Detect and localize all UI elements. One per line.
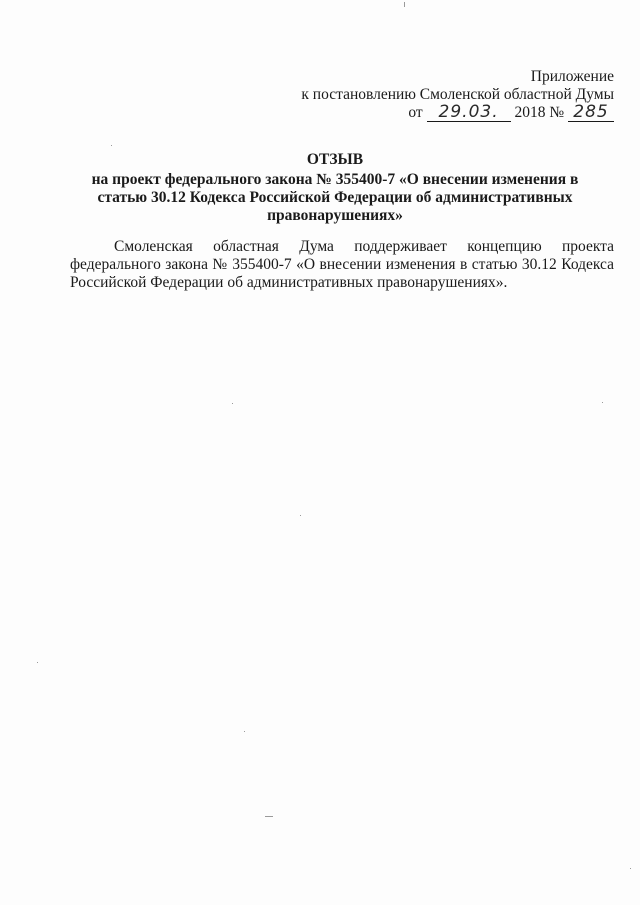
handwritten-date: 29.03.: [438, 102, 499, 122]
review-title-line-3: правонарушениях»: [267, 207, 403, 224]
appendix-date-line: [194, 104, 614, 122]
scan-speck: [244, 731, 245, 732]
review-title-line-2: статью 30.12 Кодекса Российской Федерации об административных: [97, 189, 573, 206]
handwritten-number: 285: [573, 102, 609, 122]
scan-speck: [37, 662, 38, 663]
year-number-label: 2018 №: [514, 104, 565, 121]
appendix-title: Приложение: [530, 68, 614, 85]
appendix-subtitle: к постановлению Смоленской областной Думы: [301, 86, 614, 103]
date-prefix: от: [408, 104, 423, 121]
date-blank: [427, 104, 511, 122]
scan-speck: [265, 816, 273, 817]
scan-speck: [404, 2, 405, 7]
review-title-line-1: на проект федерального закона № 355400-7 «О внесении изменения в: [91, 171, 579, 188]
review-title-block: [90, 151, 580, 225]
scan-speck: [602, 402, 603, 403]
review-body-paragraph: Смоленская областная Дума поддерживает концепцию проекта федерального закона № 355400-7 «О внесении изменения в статью 30.12 Кодекса Российской Федерации об административных правонарушениях».: [70, 238, 614, 291]
scan-speck: [300, 515, 301, 516]
scan-speck: [232, 403, 233, 404]
review-heading: ОТЗЫВ: [306, 151, 364, 168]
scan-speck: [111, 145, 112, 146]
appendix-block: [194, 68, 614, 122]
scan-speck: [630, 868, 631, 869]
number-blank: [568, 104, 614, 122]
